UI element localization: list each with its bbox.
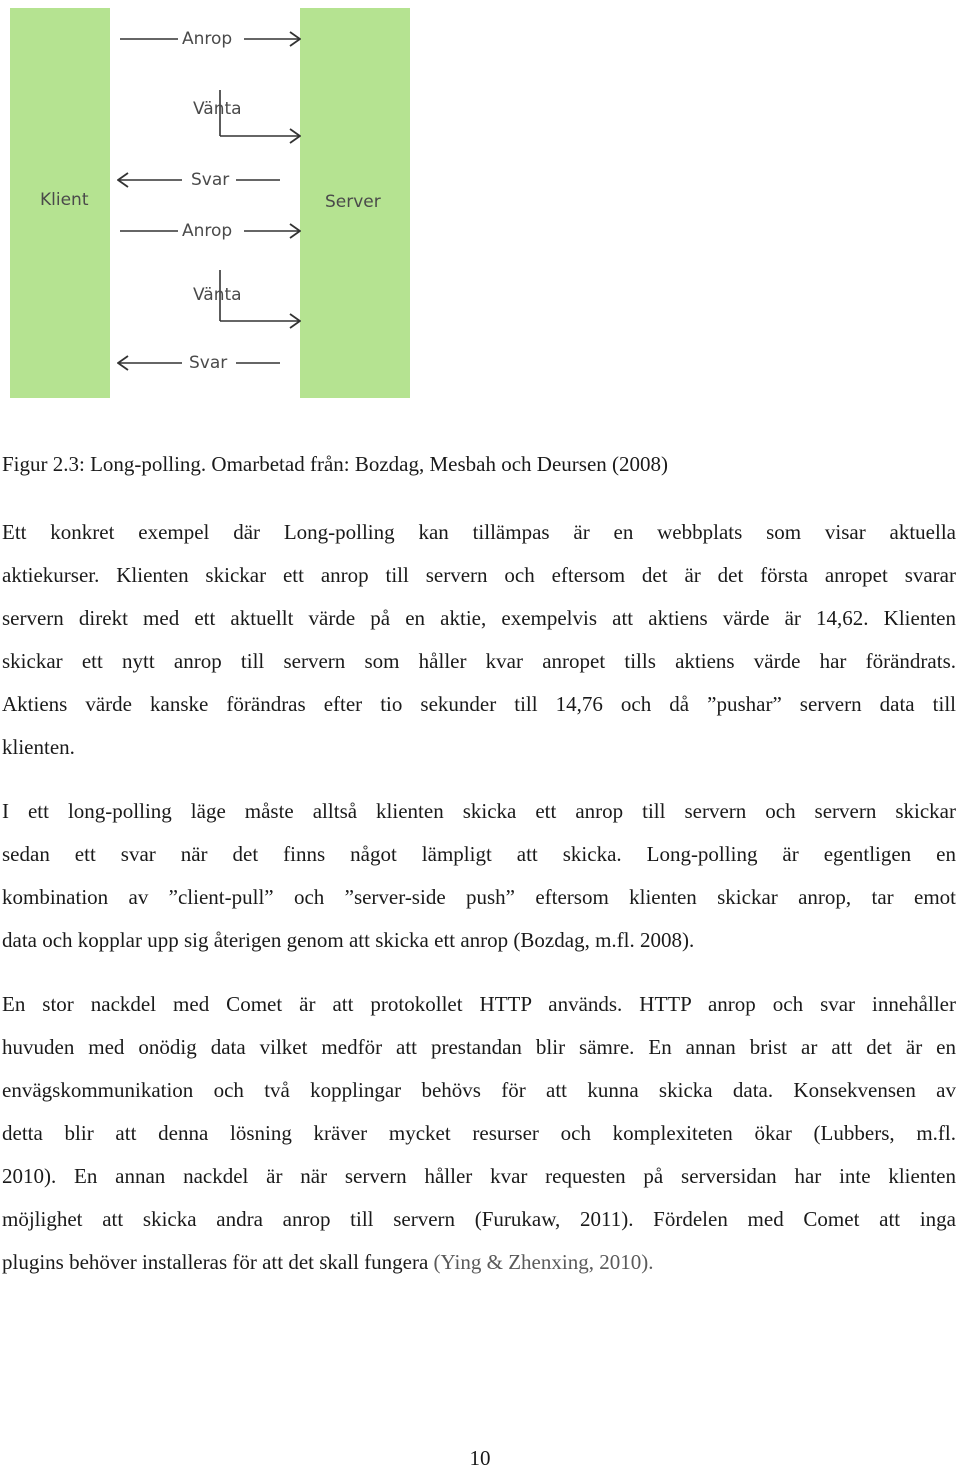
text-line: sedan ett svar när det finns något lämpligt att skicka. Long-polling är egentligen en bbox=[2, 842, 956, 866]
response-label: Svar bbox=[189, 353, 228, 373]
text-line: aktiekurser. Klienten skickar ett anrop till servern och eftersom det är det första anropet svarar bbox=[2, 563, 956, 587]
text-line: huvuden med onödig data vilket medför att prestandan blir sämre. En annan brist ar att det är en bbox=[2, 1035, 956, 1059]
citation: (Ying & Zhenxing, 2010). bbox=[433, 1250, 654, 1274]
response-label: Svar bbox=[191, 170, 230, 190]
text-line: data och kopplar upp sig återigen genom att skicka ett anrop (Bozdag, m.fl. 2008). bbox=[2, 928, 695, 952]
response-arrow bbox=[118, 170, 280, 190]
response-arrow bbox=[118, 353, 280, 373]
wait-arrow bbox=[193, 270, 300, 321]
server-label: Server bbox=[325, 192, 381, 212]
text-line: En stor nackdel med Comet är att protokollet HTTP används. HTTP anrop och svar innehåller bbox=[2, 992, 956, 1016]
text-line: kombination av ”client-pull” och ”server-side push” eftersom klienten skickar anrop, tar emot bbox=[2, 885, 956, 909]
text-line bbox=[2, 1241, 956, 1284]
paragraph bbox=[2, 983, 956, 1284]
text-line: klienten. bbox=[2, 735, 75, 759]
diagram-canvas bbox=[10, 8, 410, 398]
text-line: servern direkt med ett aktuellt värde på en aktie, exempelvis att aktiens värde är 14,62. Klienten bbox=[2, 606, 956, 630]
request-label: Anrop bbox=[182, 221, 233, 241]
figure-caption: Figur 2.3: Long-polling. Omarbetad från: Bozdag, Mesbah och Deursen (2008) bbox=[2, 452, 669, 476]
text-line: Aktiens värde kanske förändras efter tio sekunder till 14,76 och då ”pushar” servern data till bbox=[2, 692, 956, 716]
wait-label: Vänta bbox=[193, 285, 242, 305]
long-polling-diagram bbox=[10, 8, 410, 398]
paragraph bbox=[2, 511, 956, 769]
page-number: 10 bbox=[469, 1446, 491, 1470]
text-line: I ett long-polling läge måste alltså klienten skicka ett anrop till servern och servern skickar bbox=[2, 799, 956, 823]
request-arrow bbox=[120, 29, 300, 49]
text-line: Ett konkret exempel där Long-polling kan tillämpas är en webbplats som visar aktuella bbox=[2, 520, 956, 544]
wait-label: Vänta bbox=[193, 99, 242, 119]
text-segment: plugins behöver installeras för att det skall fungera bbox=[2, 1250, 434, 1274]
client-label: Klient bbox=[40, 190, 89, 210]
text-line: 2010). En annan nackdel är när servern håller kvar requesten på serversidan har inte klienten bbox=[2, 1164, 956, 1188]
paragraph bbox=[2, 790, 956, 962]
text-line: skickar ett nytt anrop till servern som håller kvar anropet tills aktiens värde har förändrats. bbox=[2, 649, 956, 673]
request-arrow bbox=[120, 221, 300, 241]
text-line: detta blir att denna lösning kräver mycket resurser och komplexiteten ökar (Lubbers, m.fl. bbox=[2, 1121, 956, 1145]
text-line: möjlighet att skicka andra anrop till servern (Furukaw, 2011). Fördelen med Comet att inga bbox=[2, 1207, 956, 1231]
request-label: Anrop bbox=[182, 29, 233, 49]
text-line: envägskommunikation och två kopplingar behövs för att kunna skicka data. Konsekvensen av bbox=[2, 1078, 956, 1102]
wait-arrow bbox=[193, 90, 300, 136]
